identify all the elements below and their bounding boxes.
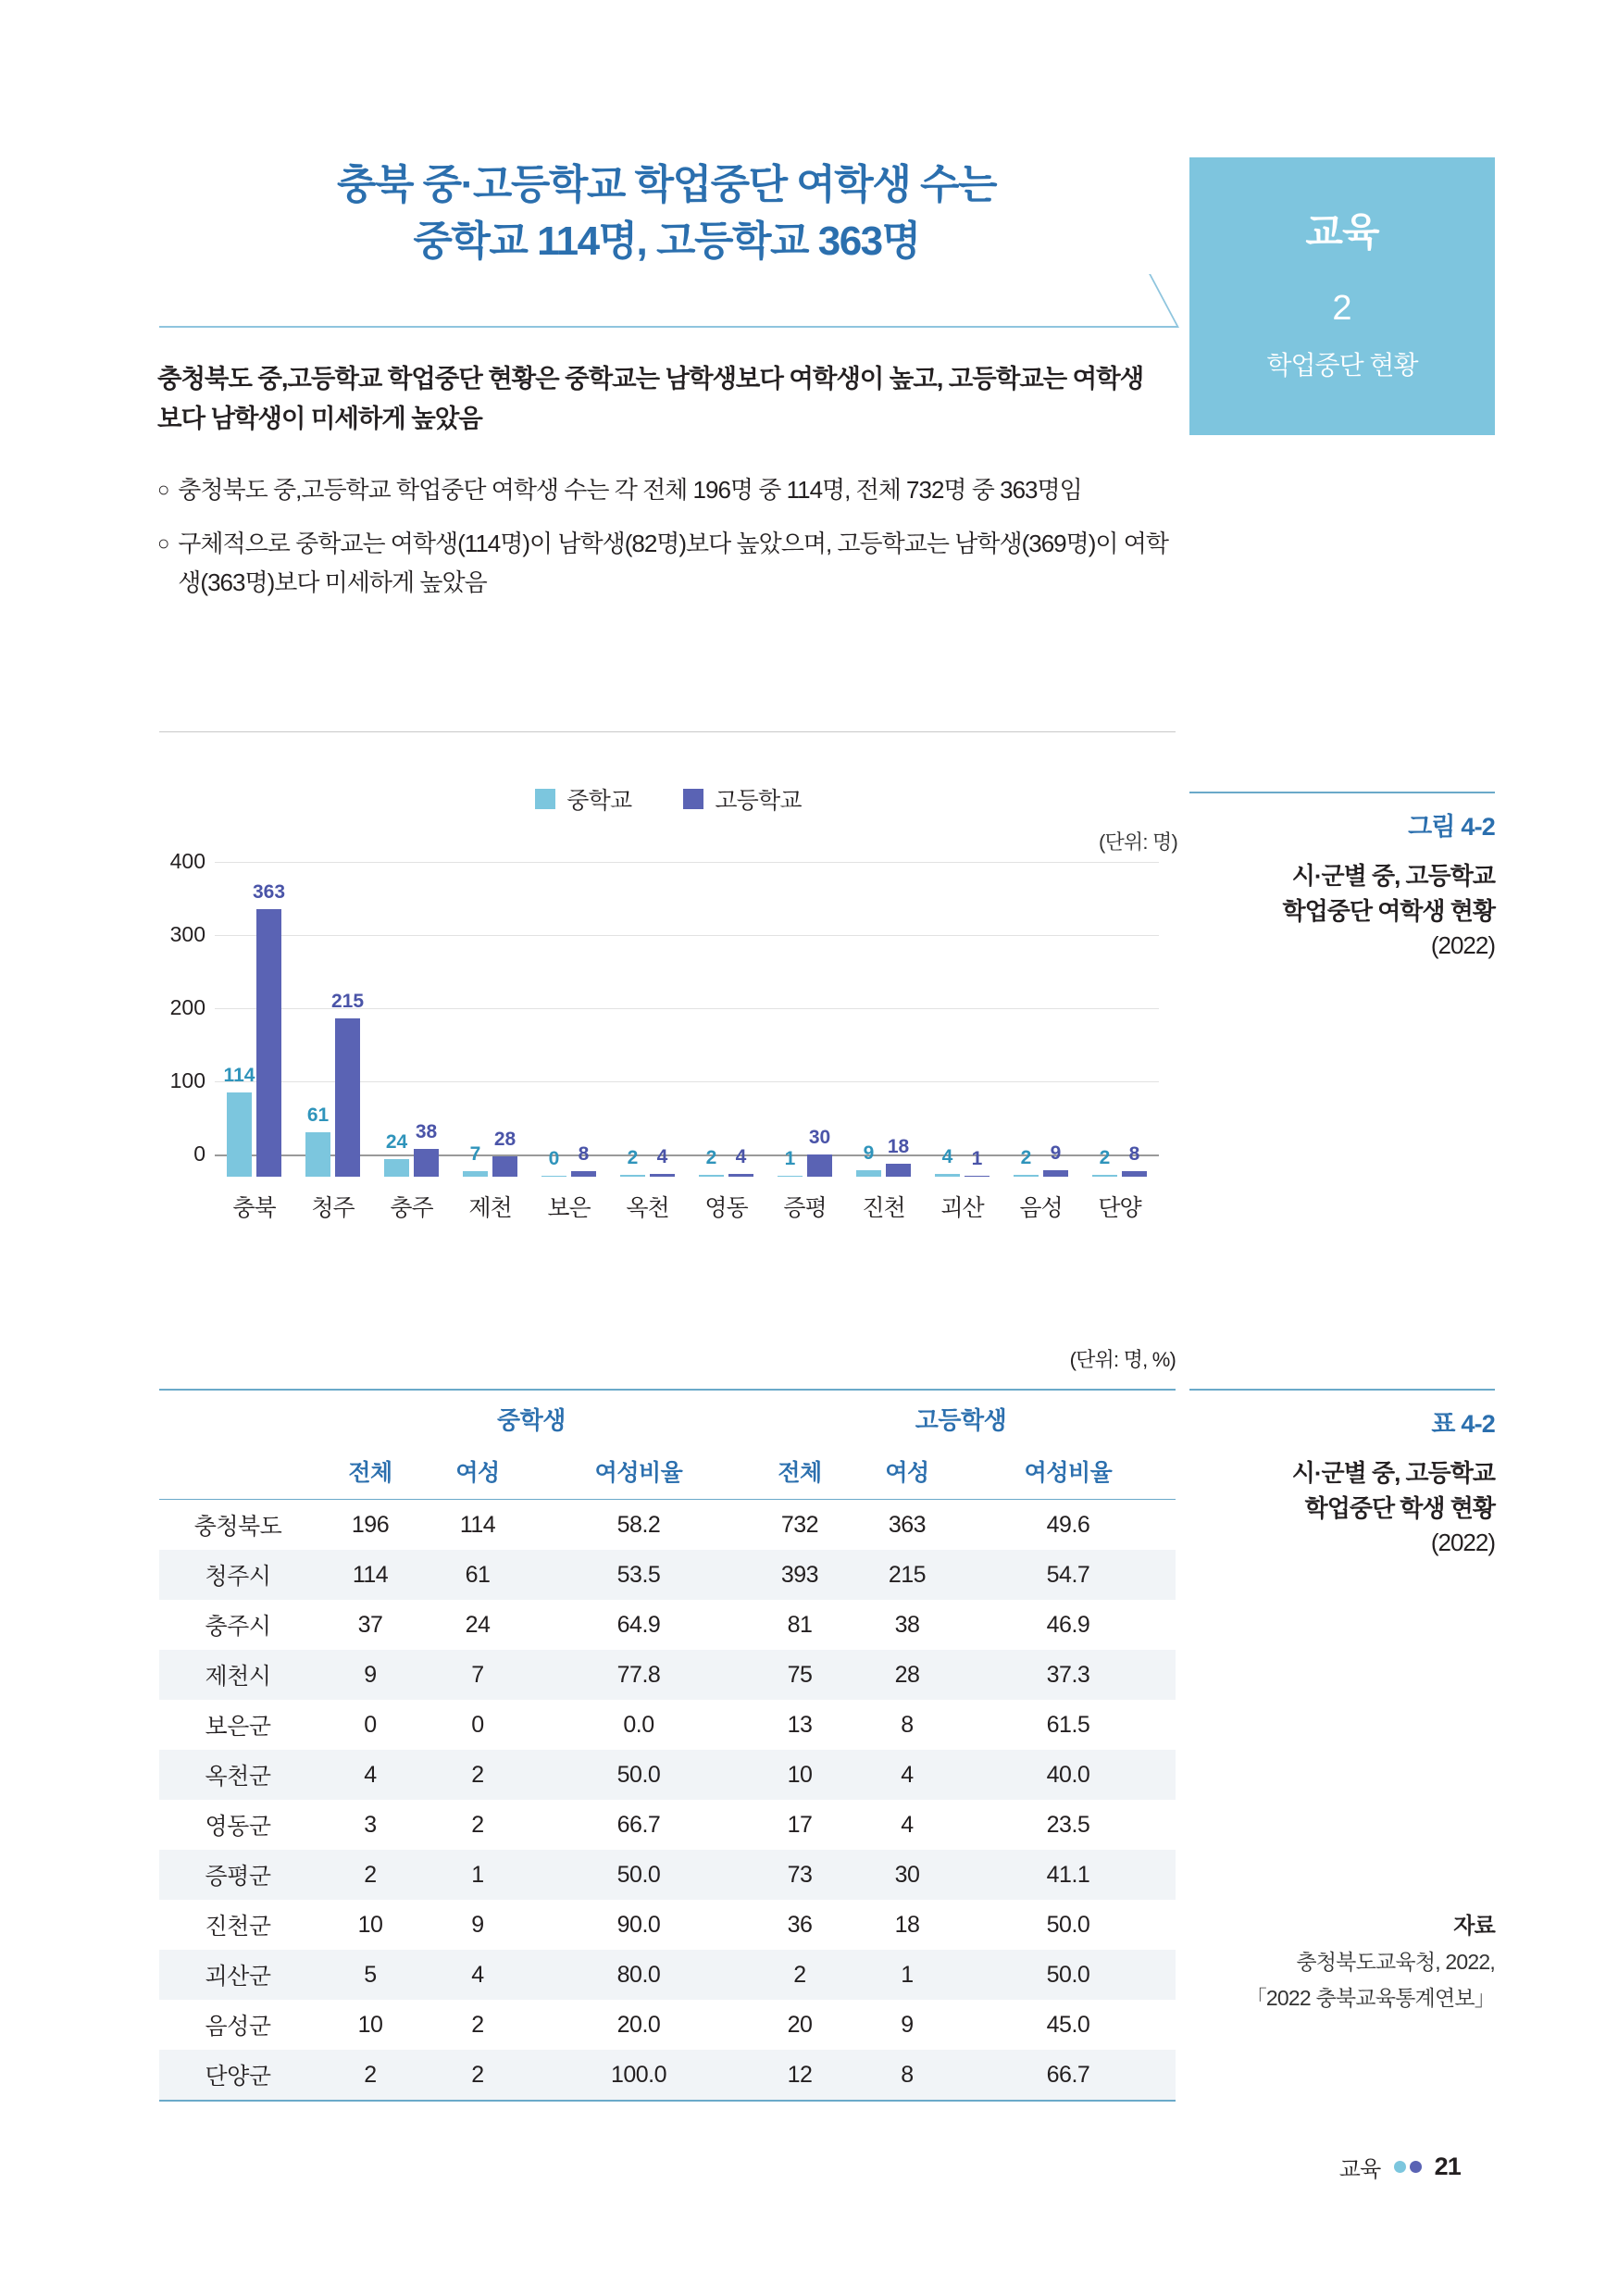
cell: 77.8	[531, 1650, 746, 1700]
cell: 61.5	[1046, 1711, 1090, 1738]
bullet-list	[157, 470, 1176, 617]
legend-label: 중학교	[566, 788, 632, 814]
bullet-marker: ○	[157, 478, 169, 501]
bullet-text: 구체적으로 중학교는 여학생(114명)이 남학생(82명)보다 높았으며, 고등학교는 남학생(369명)이 여학생(363명)보다 미세하게 높았음	[178, 530, 1168, 597]
cell: 393	[746, 1550, 853, 1600]
legend-item-middle-school	[535, 782, 631, 816]
category-number: 2	[1332, 289, 1352, 328]
figure-caption-text	[1189, 859, 1495, 964]
cell: 363	[888, 1511, 927, 1538]
y-tick-100: 100	[169, 1068, 205, 1092]
cell: 40.0	[961, 1750, 1176, 1800]
table-row	[159, 1850, 1176, 1900]
chart-legend	[159, 782, 1177, 816]
table-row	[159, 1700, 1176, 1750]
figure-caption-line2: 학업중단 여학생 현황	[1282, 896, 1495, 925]
cell: 12	[746, 2050, 853, 2101]
bar-group	[608, 882, 687, 1177]
bar-value: 9	[1050, 1142, 1062, 1164]
bar-mid	[620, 1147, 645, 1177]
row-label: 괴산군	[159, 1950, 317, 2000]
bar-value: 38	[415, 1120, 438, 1142]
bar-value: 61	[306, 1104, 330, 1126]
cell: 100.0	[531, 2050, 746, 2101]
cell: 61	[424, 1550, 531, 1600]
figure-caption	[1189, 792, 1495, 964]
bar-value: 9	[863, 1142, 875, 1164]
group-header-high: 고등학생	[746, 1390, 1176, 1445]
x-label: 옥천	[626, 1195, 669, 1221]
page-title	[157, 157, 1176, 269]
row-label: 충청북도	[193, 1514, 282, 1540]
cell: 30	[853, 1850, 961, 1900]
chart-x-labels	[215, 1190, 1159, 1223]
x-label: 제천	[468, 1195, 512, 1221]
column-header-region	[159, 1445, 317, 1500]
table-row	[159, 1650, 1176, 1700]
table-caption	[1189, 1389, 1495, 1561]
bar-mid	[699, 1147, 724, 1177]
x-label: 보은	[547, 1195, 591, 1221]
bar-mid	[463, 1143, 488, 1177]
cell: 38	[894, 1611, 920, 1638]
cell: 215	[853, 1550, 961, 1600]
cell: 75	[746, 1650, 853, 1700]
bar-value: 28	[493, 1128, 517, 1150]
bar-value: 4	[941, 1145, 953, 1167]
bar-high	[728, 1145, 753, 1177]
cell: 20	[787, 2011, 813, 2038]
table-row	[159, 2050, 1176, 2101]
page-number: 21	[1434, 2152, 1461, 2180]
chart-unit-note: (단위: 명)	[1098, 830, 1177, 854]
cell: 2	[424, 1750, 531, 1800]
bar-value: 363	[252, 881, 286, 904]
cell: 13	[787, 1711, 813, 1738]
table-row	[159, 1550, 1176, 1600]
cell: 732	[780, 1511, 819, 1538]
bar-group	[1080, 882, 1159, 1177]
page-footer	[1339, 2151, 1461, 2183]
cell: 46.9	[1046, 1611, 1090, 1638]
chart-plot-area	[159, 849, 1177, 1177]
bar-value: 24	[385, 1130, 408, 1153]
cell: 0	[364, 1711, 377, 1738]
bar-group	[293, 882, 372, 1177]
bar-value: 4	[656, 1145, 668, 1167]
x-label: 괴산	[940, 1195, 984, 1221]
data-table	[159, 1389, 1176, 2102]
gridline	[215, 862, 1159, 863]
table-unit-note: (단위: 명, %)	[1069, 1348, 1176, 1371]
bar-group	[687, 882, 765, 1177]
legend-label: 고등학교	[715, 788, 802, 814]
bar-value: 2	[1020, 1147, 1032, 1169]
bar-group	[529, 882, 608, 1177]
figure-number: 그림 4-2	[1408, 813, 1495, 841]
source-title: 자료	[1453, 1914, 1495, 1939]
table-caption-line1: 시·군별 중, 고등학교	[1291, 1459, 1495, 1487]
rail-divider	[1189, 792, 1495, 793]
cell: 17	[787, 1811, 813, 1838]
bar-value: 2	[1099, 1147, 1111, 1169]
cell: 81	[787, 1611, 813, 1638]
cell: 0	[471, 1711, 484, 1738]
bar-mid	[778, 1148, 803, 1177]
bar-group	[372, 882, 451, 1177]
cell: 50.0	[531, 1750, 746, 1800]
chart-bars	[215, 882, 1159, 1177]
title-divider	[159, 326, 1177, 328]
bar-mid	[541, 1148, 566, 1177]
bar-mid	[1014, 1147, 1039, 1177]
cell: 66.7	[961, 2050, 1176, 2101]
category-badge	[1189, 157, 1495, 435]
bar-value: 2	[627, 1147, 639, 1169]
bar-group	[923, 882, 1002, 1177]
bar-value: 1	[971, 1148, 983, 1169]
column-header-mid-ratio: 여성비율	[531, 1445, 746, 1500]
cell: 2	[424, 2050, 531, 2101]
cell: 10	[746, 1750, 853, 1800]
bar-group	[1002, 882, 1080, 1177]
column-header-mid-female: 여성	[424, 1445, 531, 1500]
cell: 0.0	[623, 1711, 654, 1738]
cell: 8	[901, 1711, 914, 1738]
x-label: 충주	[390, 1195, 433, 1221]
table-row	[159, 1600, 1176, 1650]
source-note	[1189, 1907, 1495, 2012]
bar-value: 1	[784, 1148, 796, 1170]
source-line1: 충청북도교육청, 2022,	[1296, 1950, 1495, 1974]
cell: 10	[357, 1911, 383, 1938]
cell: 196	[351, 1511, 390, 1538]
cell: 28	[853, 1650, 961, 1700]
page-title-line2: 중학교 114명, 고등학교 363명	[413, 218, 920, 264]
bar-value: 30	[808, 1127, 831, 1149]
cell: 54.7	[961, 1550, 1176, 1600]
bullet-text: 충청북도 중,고등학교 학업중단 여학생 수는 각 전체 196명 중 114명, 전체 732명 중 363명임	[178, 476, 1082, 504]
cell: 2	[471, 1811, 484, 1838]
legend-swatch-icon	[535, 789, 555, 809]
row-label: 진천군	[205, 1914, 271, 1940]
x-label: 증평	[783, 1195, 827, 1221]
cell: 64.9	[616, 1611, 661, 1638]
list-item	[157, 470, 1176, 509]
bar-value: 7	[469, 1143, 481, 1166]
bar-group	[844, 882, 923, 1177]
y-tick-400: 400	[169, 849, 205, 873]
bar-group	[215, 882, 293, 1177]
column-header-high-ratio: 여성비율	[961, 1445, 1176, 1500]
table-row	[159, 1500, 1176, 1551]
x-label: 음성	[1019, 1195, 1063, 1221]
cell: 53.5	[531, 1550, 746, 1600]
cell: 4	[901, 1811, 914, 1838]
figure-caption-line1: 시·군별 중, 고등학교	[1291, 862, 1495, 890]
cell: 2	[746, 1950, 853, 2000]
bar-high	[886, 1135, 911, 1177]
x-label: 진천	[862, 1195, 905, 1221]
x-label: 청주	[311, 1195, 355, 1221]
cell: 4	[424, 1950, 531, 2000]
cell: 66.7	[616, 1811, 661, 1838]
bar-group	[765, 882, 844, 1177]
bar-value: 2	[705, 1147, 717, 1169]
row-label: 충주시	[205, 1614, 271, 1640]
table-number: 표 4-2	[1431, 1410, 1495, 1438]
bar-high	[330, 991, 365, 1177]
x-label: 영동	[704, 1195, 748, 1221]
y-tick-0: 0	[193, 1142, 205, 1166]
cell: 80.0	[531, 1950, 746, 2000]
rail-divider	[1189, 1389, 1495, 1391]
cell: 1	[853, 1950, 961, 2000]
bar-mid	[935, 1145, 960, 1177]
bar-value: 4	[735, 1145, 747, 1167]
cell: 9	[317, 1650, 424, 1700]
cell: 20.0	[616, 2011, 661, 2038]
bar-mid	[384, 1130, 409, 1177]
cell: 37.3	[961, 1650, 1176, 1700]
legend-swatch-icon	[683, 789, 703, 809]
row-label: 옥천군	[159, 1750, 317, 1800]
table-caption-line2: 학업중단 학생 현황	[1304, 1493, 1495, 1522]
bar-value: 8	[1128, 1142, 1140, 1165]
cell: 3	[364, 1811, 377, 1838]
legend-item-high-school	[683, 782, 801, 816]
bar-group	[451, 882, 529, 1177]
cell: 10	[357, 2011, 383, 2038]
page-title-line1: 충북 중·고등학교 학업중단 여학생 수는	[336, 162, 997, 207]
column-header-high-total: 전체	[746, 1445, 853, 1500]
bar-high	[965, 1148, 989, 1177]
bar-high	[571, 1142, 596, 1177]
row-label: 증평군	[159, 1850, 317, 1900]
cell: 114	[317, 1550, 424, 1600]
cell: 58.2	[616, 1511, 661, 1538]
cell: 2	[317, 2050, 424, 2101]
cell: 7	[424, 1650, 531, 1700]
cell: 2	[471, 2011, 484, 2038]
row-label: 단양군	[159, 2050, 317, 2101]
bar-value: 114	[223, 1065, 255, 1087]
bar-high	[1122, 1142, 1147, 1177]
bar-high	[252, 881, 286, 1177]
column-header-high-female: 여성	[853, 1445, 961, 1500]
cell: 5	[317, 1950, 424, 2000]
cell: 114	[459, 1511, 496, 1538]
bar-high	[492, 1128, 517, 1177]
cell: 50.0	[531, 1850, 746, 1900]
row-label: 청주시	[159, 1550, 317, 1600]
table-caption-text	[1189, 1456, 1495, 1561]
category-title: 교육	[1305, 210, 1379, 254]
figure-caption-year: (2022)	[1430, 931, 1495, 960]
cell: 50.0	[1046, 1911, 1090, 1938]
bar-value: 0	[548, 1148, 560, 1169]
cell: 90.0	[616, 1911, 661, 1938]
category-subtitle: 학업중단 현황	[1266, 351, 1418, 380]
row-label: 보은군	[205, 1714, 271, 1740]
table-row	[159, 2000, 1176, 2050]
cell: 50.0	[961, 1950, 1176, 2000]
table-row	[159, 1800, 1176, 1850]
bar-mid	[223, 1065, 255, 1177]
bar-high	[1043, 1142, 1068, 1177]
cell: 4	[853, 1750, 961, 1800]
cell: 8	[853, 2050, 961, 2101]
column-header-mid-total: 전체	[317, 1445, 424, 1500]
table-caption-year: (2022)	[1430, 1529, 1495, 1557]
x-label: 충북	[232, 1195, 276, 1221]
cell: 24	[465, 1611, 491, 1638]
bar-high	[414, 1120, 439, 1177]
cell: 23.5	[1046, 1811, 1090, 1838]
bar-mid	[1092, 1147, 1117, 1177]
section-divider	[159, 731, 1176, 732]
cell: 2	[317, 1850, 424, 1900]
cell: 49.6	[1046, 1511, 1090, 1538]
cell: 37	[357, 1611, 383, 1638]
bar-high	[807, 1127, 832, 1177]
table-row	[159, 1900, 1176, 1950]
bar-value: 8	[578, 1142, 590, 1165]
lead-paragraph: 충청북도 중,고등학교 학업중단 현황은 중학교는 남학생보다 여학생이 높고, 고등학교는 여학생보다 남학생이 미세하게 높았음	[157, 364, 1144, 432]
cell: 36	[787, 1911, 813, 1938]
bar-value: 18	[887, 1135, 910, 1157]
cell: 45.0	[1046, 2011, 1090, 2038]
bar-mid	[856, 1142, 881, 1177]
cell: 4	[317, 1750, 424, 1800]
row-label: 제천시	[159, 1650, 317, 1700]
row-label: 음성군	[205, 2014, 271, 2040]
cell: 18	[894, 1911, 920, 1938]
group-header-middle: 중학생	[317, 1390, 746, 1445]
footer-label: 교육	[1338, 2157, 1381, 2182]
y-tick-200: 200	[169, 995, 205, 1019]
footer-dots-icon	[1394, 2161, 1422, 2173]
cell: 73	[746, 1850, 853, 1900]
cell: 9	[901, 2011, 914, 2038]
bar-value: 215	[330, 991, 365, 1013]
cell: 1	[424, 1850, 531, 1900]
bar-mid	[305, 1104, 330, 1178]
x-label: 단양	[1098, 1195, 1141, 1221]
cell: 41.1	[961, 1850, 1176, 1900]
bar-chart	[159, 782, 1177, 1254]
bullet-marker: ○	[157, 531, 169, 555]
table-row	[159, 1950, 1176, 2000]
cell: 9	[471, 1911, 484, 1938]
row-label: 영동군	[205, 1814, 271, 1840]
source-line2: 「2022 충북교육통계연보」	[1245, 1986, 1495, 2010]
table-corner-cell	[159, 1390, 317, 1445]
list-item	[157, 524, 1176, 602]
bar-high	[650, 1145, 675, 1177]
table-row	[159, 1750, 1176, 1800]
y-tick-300: 300	[169, 922, 205, 946]
